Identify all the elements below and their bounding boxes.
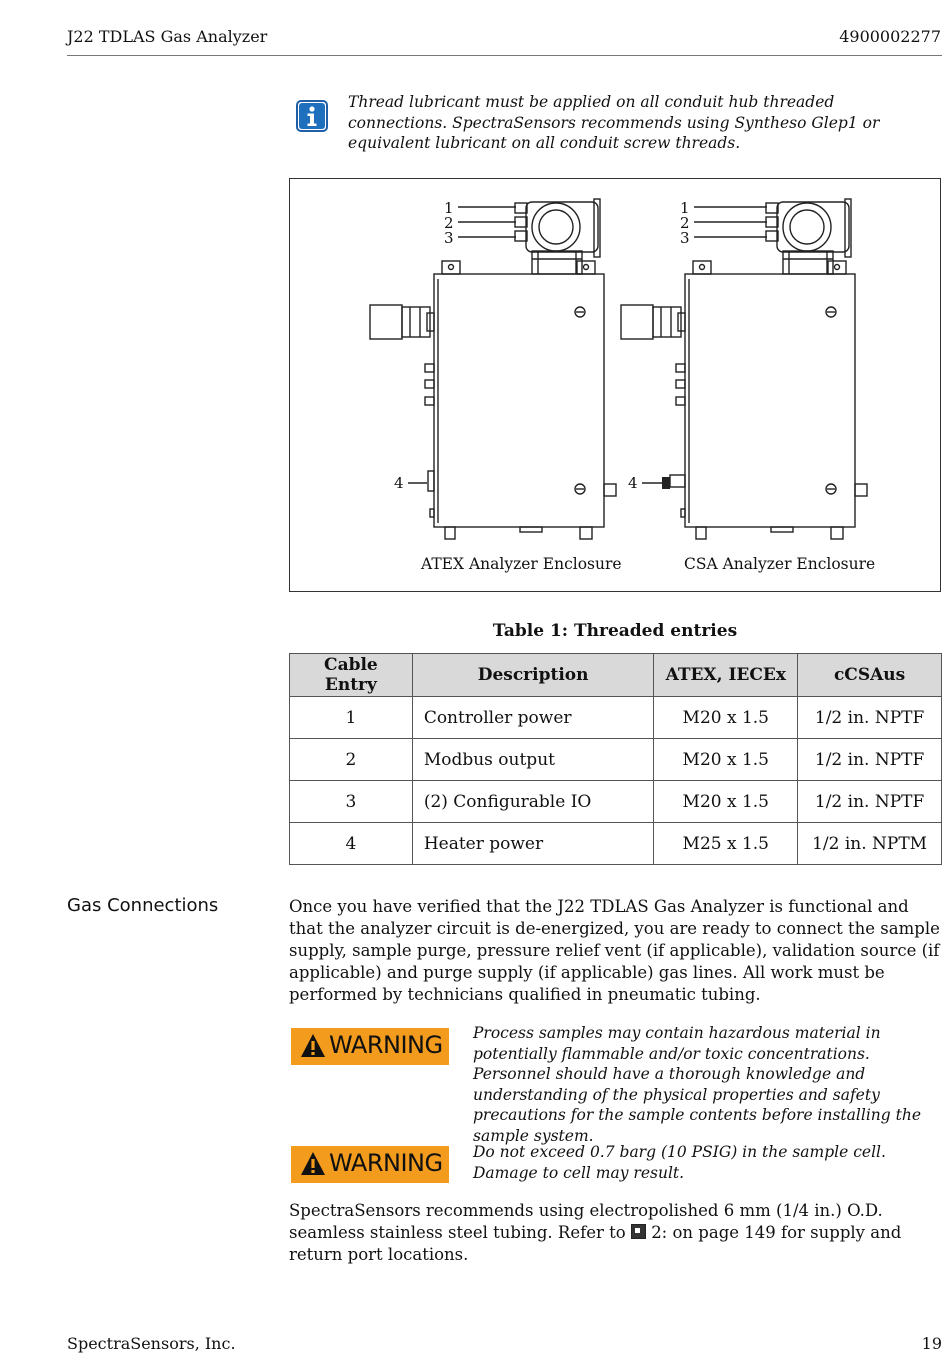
threaded-entries-table (289, 653, 942, 865)
table-cell: Heater power (412, 823, 654, 865)
table-cell: Modbus output (412, 739, 654, 781)
closing-text: SpectraSensors recommends using electropolished 6 mm (1/4 in.) O.D. seamless stainless steel tubing. Refer to (289, 1201, 883, 1242)
table-cell: 4 (290, 823, 413, 865)
table-cell: 1/2 in. NPTM (798, 823, 942, 865)
callout-4-right: 4 (628, 474, 638, 492)
warning-badge (291, 1028, 449, 1065)
table-row (290, 697, 942, 739)
header-title: J22 TDLAS Gas Analyzer (67, 27, 268, 46)
header-doc-number: 4900002277 (839, 27, 941, 46)
info-icon (296, 100, 328, 132)
callout-2-left: 2 (444, 214, 454, 232)
table-header-row (290, 654, 942, 697)
warning-label: WARNING (329, 1031, 443, 1059)
table-cell: Controller power (412, 697, 654, 739)
callout-1-right: 1 (680, 199, 690, 217)
table-row (290, 781, 942, 823)
callout-3-right: 3 (680, 229, 690, 247)
enclosure-figure (289, 178, 941, 592)
closing-paragraph (289, 1200, 944, 1266)
warning-label: WARNING (329, 1149, 443, 1177)
note-text: Thread lubricant must be applied on all conduit hub threaded connections. SpectraSensors recommends using Syntheso Glep1 or equivalent lubricant on all conduit screw threads. (348, 93, 880, 152)
table-header: Description (412, 654, 654, 697)
table-row (290, 739, 942, 781)
table-header: Cable Entry (290, 654, 413, 697)
warning-badge (291, 1146, 449, 1183)
table-row (290, 823, 942, 865)
callout-1-left: 1 (444, 199, 454, 217)
table-cell: 1 (290, 697, 413, 739)
callout-4-left: 4 (394, 474, 404, 492)
warning-text: Process samples may contain hazardous material in potentially flammable and/or toxic concentrations. Personnel should have a thorough knowledge and understanding of the physical properties and safety precautions for the sample contents before installing the sample system. (473, 1024, 921, 1145)
enclosure-drawing (290, 179, 942, 593)
page-number: 19 (921, 1334, 942, 1353)
closing-text-end: 2: on page 149 for supply and return port locations. (289, 1223, 902, 1264)
table-cell: (2) Configurable IO (412, 781, 654, 823)
table-title: Table 1: Threaded entries (492, 621, 738, 641)
callout-3-left: 3 (444, 229, 454, 247)
warning-text: Do not exceed 0.7 barg (10 PSIG) in the sample cell. Damage to cell may result. (473, 1143, 886, 1182)
table-cell: M25 x 1.5 (654, 823, 798, 865)
atex-caption: ATEX Analyzer Enclosure (421, 555, 622, 573)
callout-2-right: 2 (680, 214, 690, 232)
table-cell: M20 x 1.5 (654, 697, 798, 739)
figure-reference-icon[interactable] (631, 1224, 646, 1239)
table-header: ATEX, IECEx (654, 654, 798, 697)
warning-triangle-icon (300, 1033, 326, 1058)
warning-triangle-icon (300, 1151, 326, 1176)
table-header: cCSAus (798, 654, 942, 697)
table-cell: 1/2 in. NPTF (798, 739, 942, 781)
intro-paragraph: Once you have verified that the J22 TDLAS Gas Analyzer is functional and that the analyzer circuit is de-energized, you are ready to connect the sample supply, sample purge, pressure relief vent (if applicable), validation source (if applicable) and purge supply (if applicable) gas lines. All work must be performed by technicians qualified in pneumatic tubing. (289, 897, 940, 1004)
header-divider (67, 55, 942, 56)
csa-caption: CSA Analyzer Enclosure (684, 555, 876, 573)
table-cell: M20 x 1.5 (654, 739, 798, 781)
footer-company: SpectraSensors, Inc. (67, 1334, 236, 1353)
table-cell: 1/2 in. NPTF (798, 697, 942, 739)
table-cell: 3 (290, 781, 413, 823)
table-cell: 2 (290, 739, 413, 781)
table-cell: 1/2 in. NPTF (798, 781, 942, 823)
section-heading: Gas Connections (67, 895, 219, 916)
table-cell: M20 x 1.5 (654, 781, 798, 823)
